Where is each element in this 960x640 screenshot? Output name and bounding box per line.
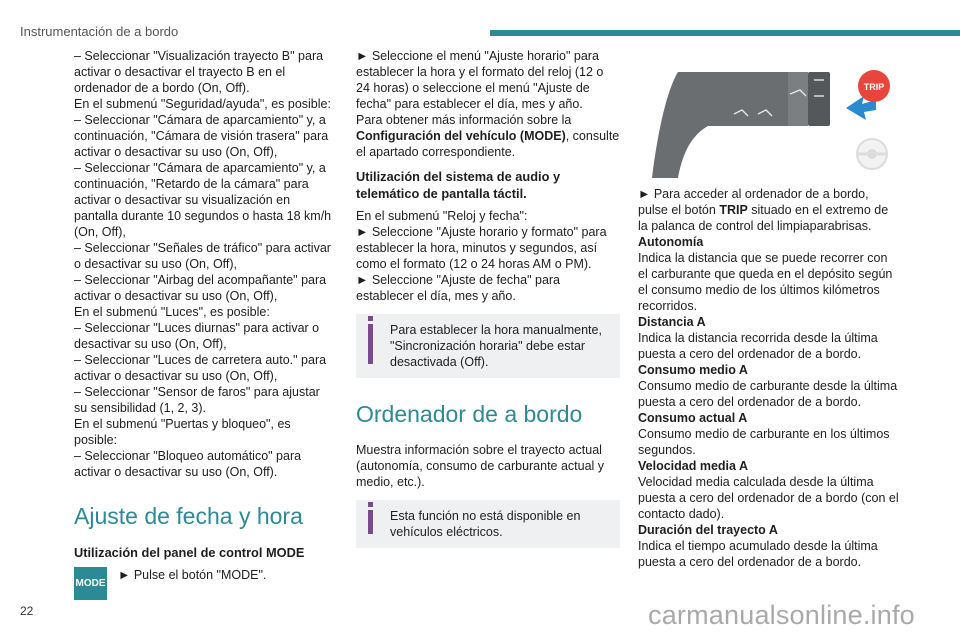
section-title-date-time: Ajuste de fecha y hora	[74, 503, 303, 529]
bold-term: TRIP	[719, 203, 748, 217]
term: Distancia A	[638, 315, 706, 329]
column-3	[638, 186, 900, 570]
term-description: Indica el tiempo acumulado desde la última puesta a cero del ordenador de a bordo.	[638, 539, 878, 569]
subheading-touchscreen: Utilización del sistema de audio y telemático de pantalla táctil.	[356, 169, 561, 201]
info-icon	[368, 510, 373, 534]
paragraph: – Seleccionar "Luces diurnas" para activar o desactivar su uso (On, Off),	[74, 321, 320, 351]
term: Consumo actual A	[638, 411, 748, 425]
mode-button-icon: MODE	[74, 567, 107, 600]
info-icon	[368, 502, 373, 507]
paragraph: En el submenú "Puertas y bloqueo", es posible:	[74, 417, 291, 447]
step-text: ► Seleccione el menú "Ajuste horario" para establecer la hora y el formato del reloj (12 o 24 horas) o seleccione el menú "Ajuste de fecha" para establecer el día, mes y año.	[356, 49, 604, 111]
info-note	[356, 500, 620, 548]
paragraph: Muestra información sobre el trayecto actual (autonomía, consumo de carburante actual y medio, etc.).	[356, 443, 605, 489]
info-icon	[368, 324, 373, 364]
wiper-stalk-illustration	[638, 48, 900, 178]
paragraph: – Seleccionar "Airbag del acompañante" para activar o desactivar su uso (On, Off),	[74, 273, 327, 303]
section-title-trip-computer: Ordenador de a bordo	[356, 401, 583, 427]
paragraph: – Seleccionar "Luces de carretera auto." para activar o desactivar su uso (On, Off),	[74, 353, 327, 383]
running-header: Instrumentación de a bordo	[20, 24, 179, 39]
paragraph: – Seleccionar "Visualización trayecto B" para activar o desactivar el trayecto B en el ordenador de a bordo (On, Off).	[74, 49, 324, 95]
term: Autonomía	[638, 235, 704, 249]
text: Para obtener más información sobre la	[356, 113, 572, 127]
paragraph: – Seleccionar "Cámara de aparcamiento" y, a continuación, "Cámara de visión trasera" para activar o desactivar su uso (On, Off),	[74, 113, 329, 159]
text: , consulte el apartado correspondiente.	[356, 129, 620, 159]
info-note	[356, 314, 620, 378]
paragraph: – Seleccionar "Señales de tráfico" para activar o desactivar su uso (On, Off),	[74, 241, 331, 271]
column-2	[356, 48, 620, 558]
paragraph: En el submenú "Seguridad/ayuda", es posible:	[74, 97, 331, 111]
subheading-mode-panel: Utilización del panel de control MODE	[74, 545, 305, 560]
paragraph: En el submenú "Luces", es posible:	[74, 305, 270, 319]
paragraph: En el submenú "Reloj y fecha":	[356, 209, 528, 223]
stalk-body	[652, 72, 788, 178]
stalk-drawing	[638, 48, 900, 178]
steering-wheel-icon	[857, 139, 887, 169]
note-text: Para establecer la hora manualmente, "Sincronización horaria" debe estar desactivada (Off).	[390, 323, 602, 369]
header-accent-bar	[490, 30, 960, 36]
step-text: ► Pulse el botón "MODE".	[118, 568, 267, 582]
term-description: Consumo medio de carburante desde la última puesta a cero del ordenador de a bordo.	[638, 379, 898, 409]
info-icon	[368, 316, 373, 321]
paragraph: – Seleccionar "Bloqueo automático" para activar o desactivar su uso (On, Off).	[74, 449, 302, 479]
column-1	[74, 48, 336, 607]
text: situado en el extremo de la palanca de control del limpiaparabrisas.	[638, 203, 889, 233]
info-paragraph	[356, 112, 620, 160]
paragraph: – Seleccionar "Cámara de aparcamiento" y, a continuación, "Retardo de la cámara" para activar o desactivar su visualización en pantalla durante 10 segundos o hasta 18 km/h (On, Off),	[74, 161, 332, 239]
text: ► Para acceder al ordenador de a bordo, pulse el botón	[638, 187, 869, 217]
mode-step	[74, 567, 336, 607]
trip-badge-label: TRIP	[863, 82, 885, 92]
paragraph: – Seleccionar "Sensor de faros" para ajustar su sensibilidad (1, 2, 3).	[74, 385, 320, 415]
step-text	[638, 186, 900, 234]
term-description: Indica la distancia recorrida desde la última puesta a cero del ordenador de a bordo.	[638, 331, 878, 361]
step-text: ► Seleccione "Ajuste de fecha" para establecer el día, mes y año.	[356, 273, 561, 303]
term: Velocidad media A	[638, 459, 748, 473]
term-description: Consumo medio de carburante en los últimos segundos.	[638, 427, 890, 457]
term-description: Velocidad media calculada desde la última puesta a cero del ordenador de a bordo (con el contacto dado).	[638, 475, 899, 521]
watermark: carmanualsonline.info	[648, 600, 915, 630]
note-text: Esta función no está disponible en vehículos eléctricos.	[390, 509, 581, 539]
term: Consumo medio A	[638, 363, 748, 377]
page-number: 22	[20, 604, 34, 618]
step-text: ► Seleccione "Ajuste horario y formato" para establecer la hora, minutos y segundos, así como el formato (12 o 24 horas AM o PM).	[356, 225, 607, 271]
bold-term: Configuración del vehículo (MODE)	[356, 129, 566, 143]
term-description: Indica la distancia que se puede recorrer con el carburante que queda en el depósito según el consumo medio de los últimos kilómetros recorridos.	[638, 251, 893, 313]
term: Duración del trayecto A	[638, 523, 778, 537]
stalk-ring	[788, 72, 808, 126]
